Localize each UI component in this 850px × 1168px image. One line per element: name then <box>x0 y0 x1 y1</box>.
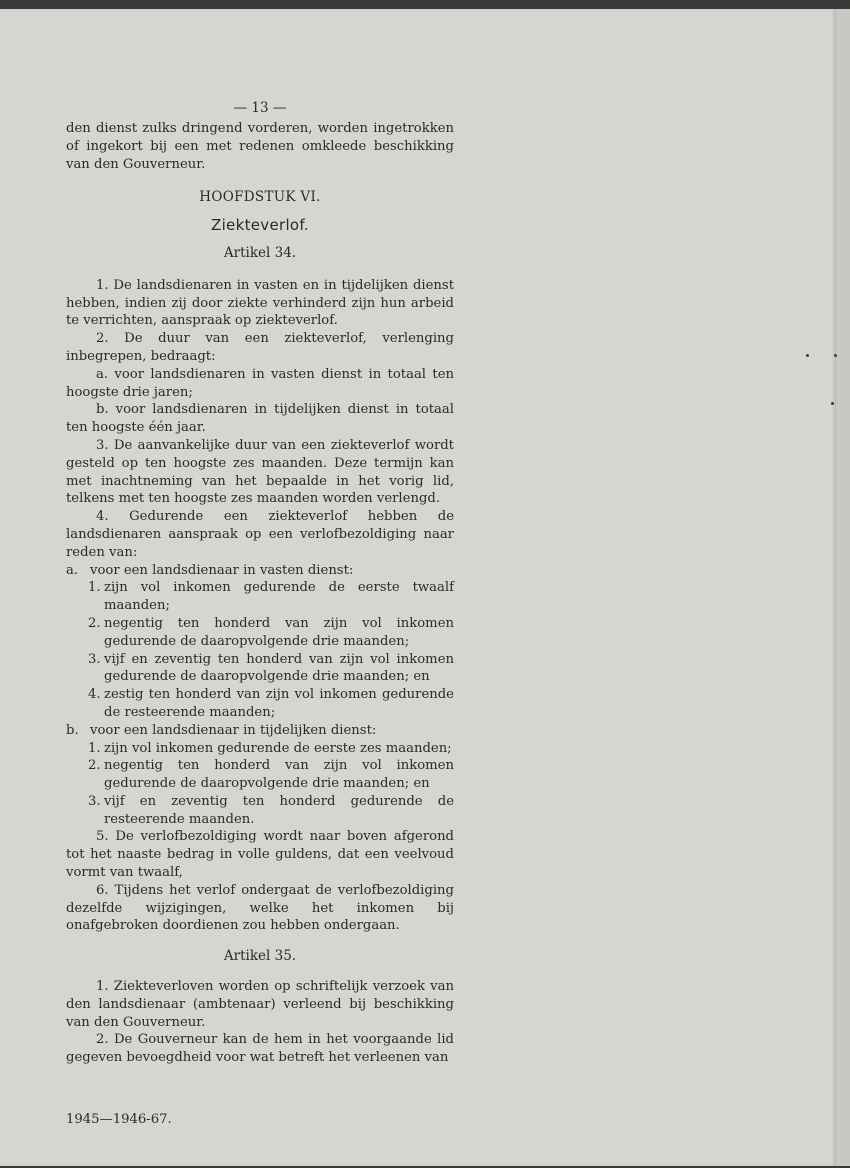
item-text: negentig ten honderd van zijn vol inkomen gedurende de daaropvolgende drie maanden; en <box>104 758 454 792</box>
list-item <box>66 757 454 793</box>
list-item <box>66 740 454 758</box>
page-number: — 13 — <box>233 100 287 116</box>
chapter-title: Ziekteverlof. <box>211 216 309 235</box>
item-label: 1. <box>88 580 101 596</box>
chapter-heading: HOOFDSTUK VI. <box>199 189 321 206</box>
clause-label: b. <box>66 722 79 738</box>
item-label: 3. <box>88 651 101 667</box>
clause-text: voor een landsdienaar in vasten dienst: <box>90 562 354 578</box>
list-item <box>66 686 454 722</box>
article-35-paragraph-1: 1. Ziekteverloven worden op schriftelijk verzoek van den landsdienaar (ambtenaar) verleend bij beschikking van den Gouverneur. <box>66 979 454 1030</box>
page-edge-strip <box>835 9 850 1166</box>
clause-label: a. <box>66 562 79 578</box>
article-34-paragraph-2a: a. voor landsdienaren in vasten dienst in totaal ten hoogste drie jaren; <box>66 366 454 400</box>
item-text: vijf en zeventig ten honderd gedurende de resteerende maanden. <box>104 793 454 827</box>
article-34-paragraph-2: 2. De duur van een ziekteverlof, verlenging inbegrepen, bedraagt: <box>66 331 454 364</box>
item-text: zijn vol inkomen gedurende de eerste twaalf maanden; <box>104 580 454 614</box>
text-column <box>66 96 454 1067</box>
footer-reference: 1945—1946-67. <box>66 1112 172 1127</box>
article-34-paragraph-3: 3. De aanvankelijke duur van een ziekteverlof wordt gesteld op ten hoogste zes maanden. Deze termijn kan met inachtneming van het bepaalde in het vorig lid, telkens met ten hoogste zes maanden worden verlengd. <box>66 437 454 507</box>
article-35-paragraph-2: 2. De Gouverneur kan de hem in het voorgaande lid gegeven bevoegdheid voor wat betreft het verleenen van <box>66 1032 454 1066</box>
list-item <box>66 615 454 651</box>
item-text: negentig ten honderd van zijn vol inkomen gedurende de daaropvolgende drie maanden; <box>104 615 454 649</box>
article-34-paragraph-1: 1. De landsdienaren in vasten en in tijdelijken dienst hebben, indien zij door ziekte verhinderd zijn hun arbeid te verrichten, aanspraak op ziekteverlof. <box>66 277 454 329</box>
list-item <box>66 579 454 615</box>
margin-speck-3 <box>831 402 834 405</box>
margin-speck-2 <box>834 354 837 357</box>
list-item <box>66 651 454 687</box>
item-label: 3. <box>88 793 101 809</box>
item-label: 1. <box>88 740 101 756</box>
article-34-paragraph-2b: b. voor landsdienaren in tijdelijken dienst in totaal ten hoogste één jaar. <box>66 402 454 436</box>
article-34-clause-a <box>66 562 454 580</box>
item-label: 4. <box>88 687 101 703</box>
article-34-heading: Artikel 34. <box>223 244 297 261</box>
article-34-clause-b <box>66 722 454 740</box>
article-34-paragraph-5: 5. De verlofbezoldiging wordt naar boven afgerond tot het naaste bedrag in volle guldens, dat een veelvoud vormt van twaalf, <box>66 829 454 881</box>
margin-speck-1 <box>806 354 809 357</box>
article-35-heading: Artikel 35. <box>223 948 297 965</box>
list-item <box>66 793 454 829</box>
clause-text: voor een landsdienaar in tijdelijken dienst: <box>90 722 377 738</box>
item-label: 2. <box>88 615 101 631</box>
item-text: zestig ten honderd van zijn vol inkomen gedurende de resteerende maanden; <box>104 687 454 720</box>
article-34-paragraph-4: 4. Gedurende een ziekteverlof hebben de landsdienaren aanspraak op een verlofbezoldiging naar reden van: <box>66 509 454 560</box>
item-text: vijf en zeventig ten honderd van zijn vol inkomen gedurende de daaropvolgende drie maanden; en <box>104 651 454 685</box>
item-label: 2. <box>88 758 101 774</box>
intro-paragraph: den dienst zulks dringend vorderen, worden ingetrokken of ingekort bij een met redenen omkleede beschikking van den Gouverneur. <box>66 121 454 172</box>
scan-top-border <box>0 0 850 9</box>
article-34-paragraph-6: 6. Tijdens het verlof ondergaat de verlofbezoldiging dezelfde wijzigingen, welke het inkomen bij onafgebroken doordienen zou hebben ondergaan. <box>66 882 454 934</box>
item-text: zijn vol inkomen gedurende de eerste zes maanden; <box>104 740 452 756</box>
